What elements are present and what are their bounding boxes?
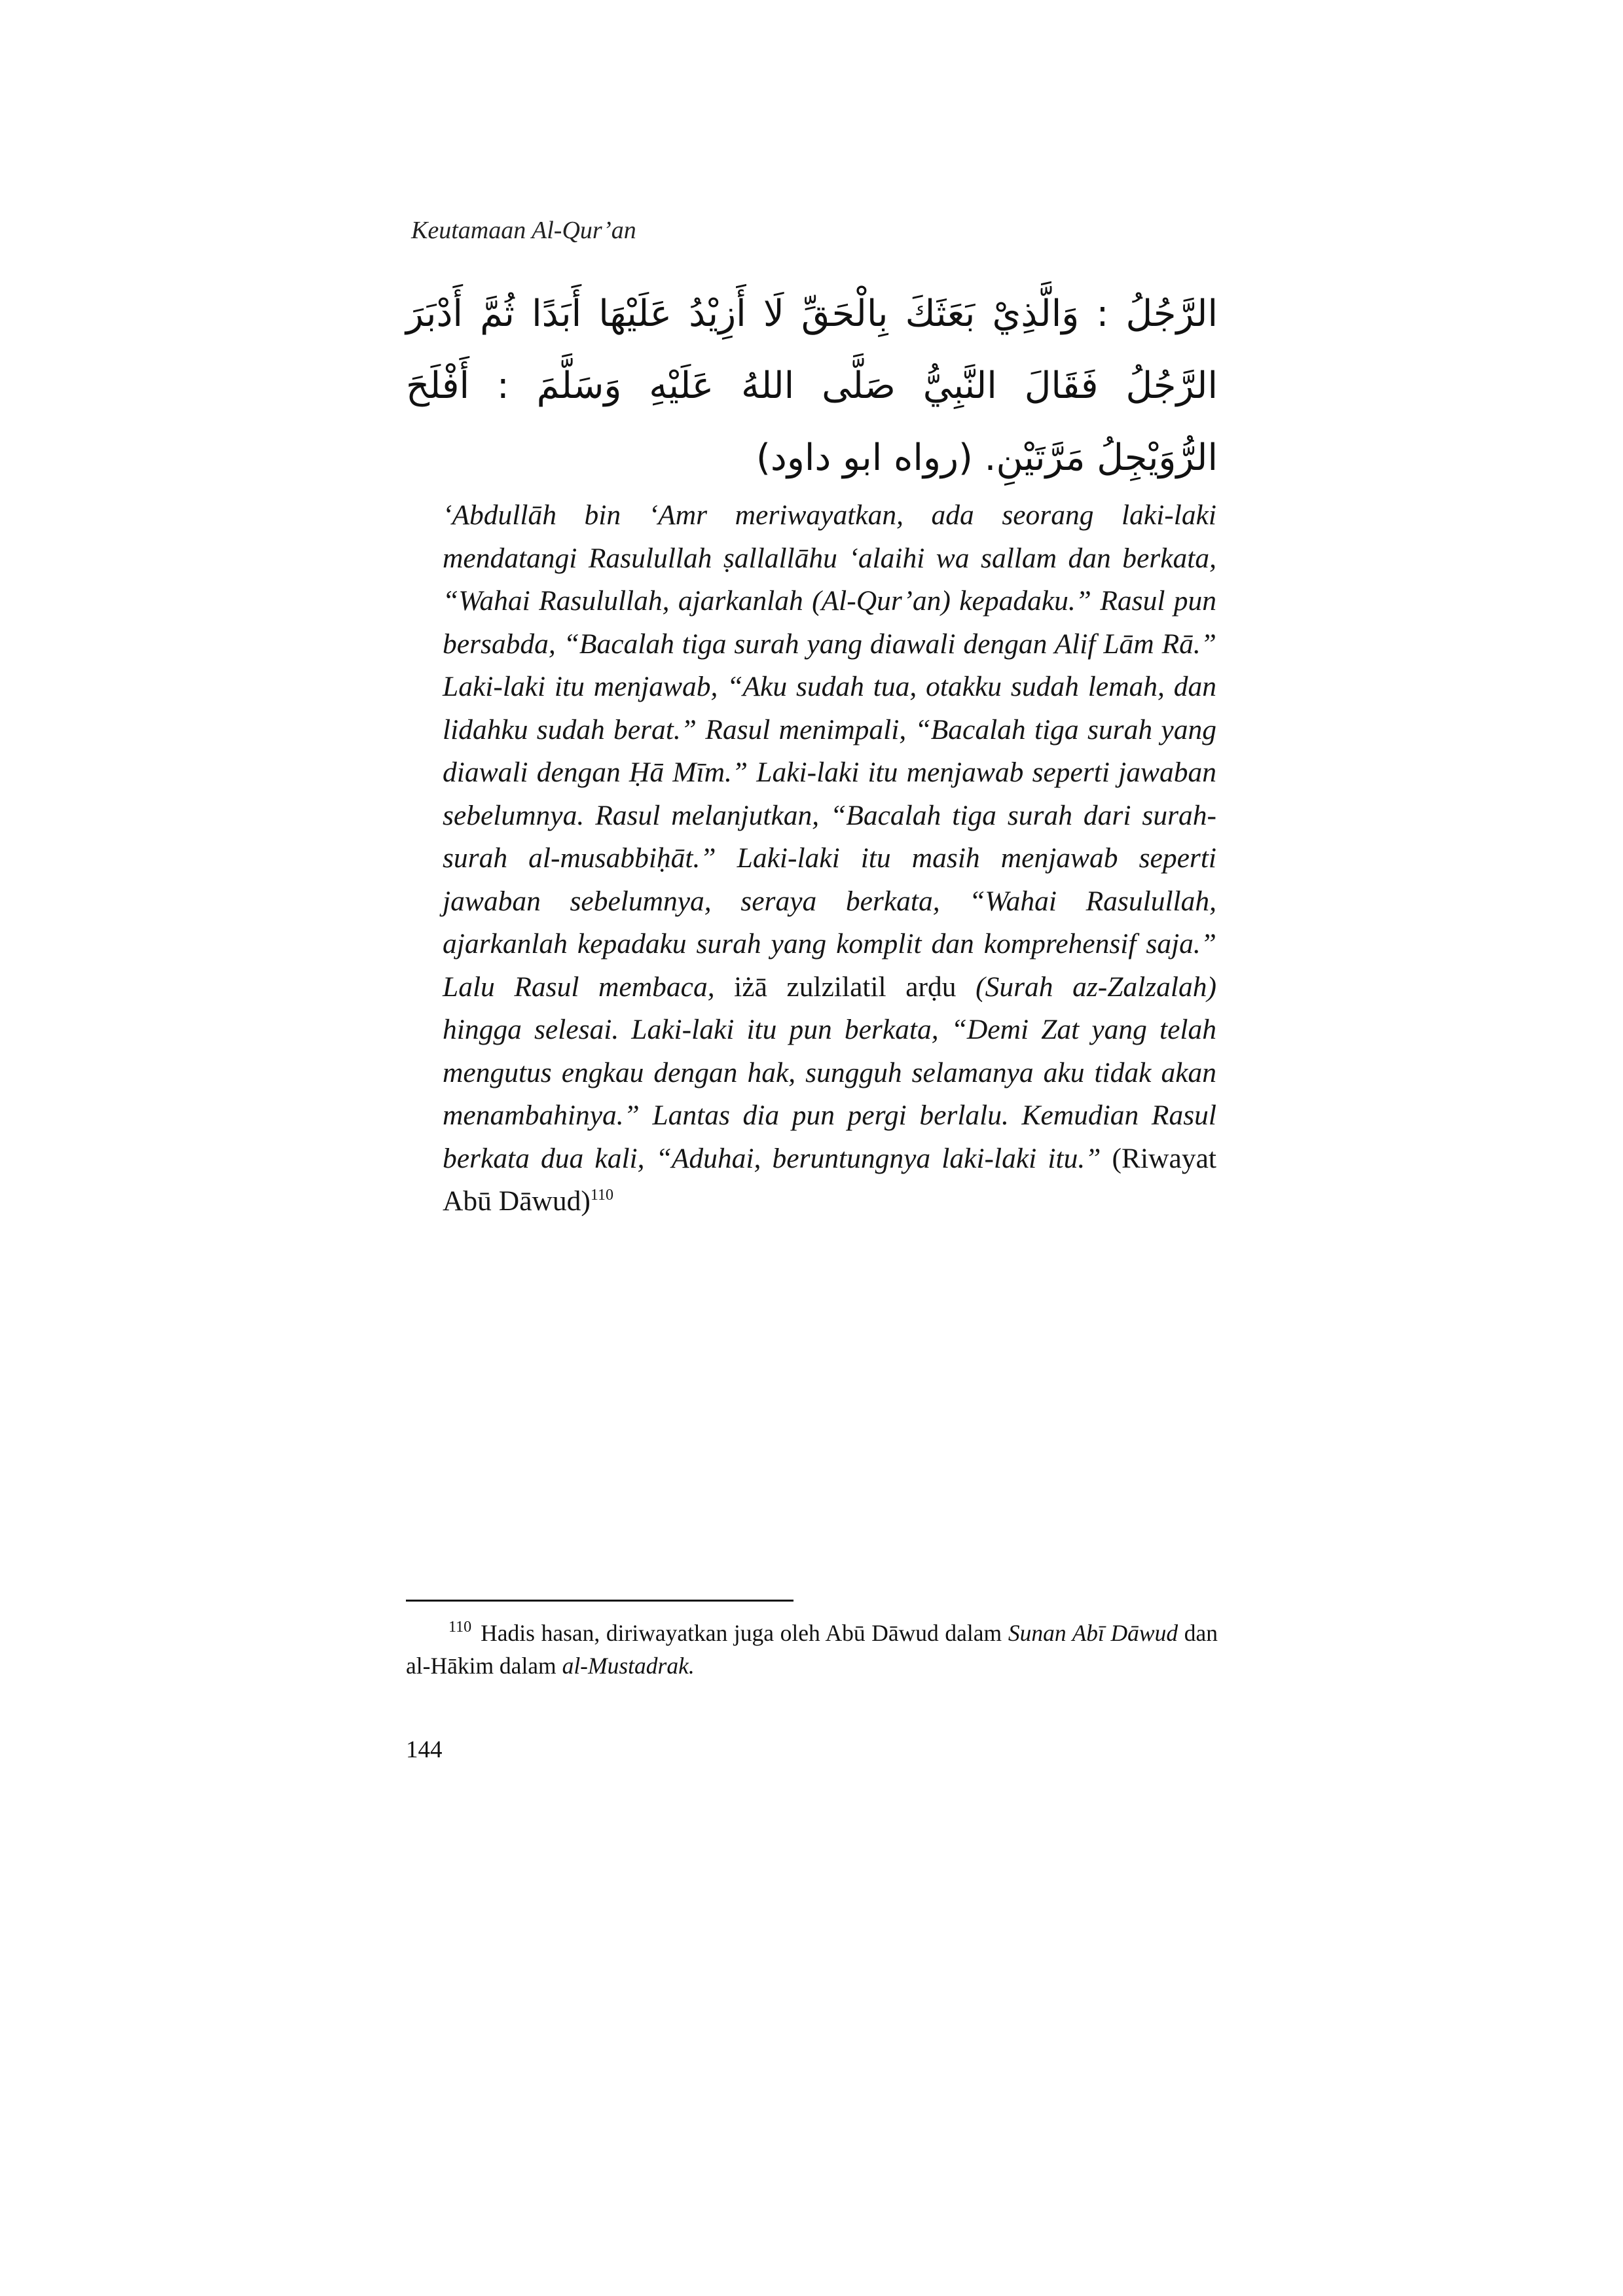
footnote-text-middle: dan al-Hākim dalam <box>406 1620 1218 1679</box>
footnote <box>406 1617 1218 1682</box>
translation-citation: (Riwayat Abū Dāwud) <box>443 1142 1216 1217</box>
footnote-number: 110 <box>448 1619 472 1636</box>
footnote-text-before: Hadis hasan, diriwayatkan juga oleh Abū Dāwud dalam <box>481 1620 1002 1646</box>
footnote-source-2: al-Mustadrak. <box>562 1653 695 1679</box>
arabic-hadith-text: الرَّجُلُ : وَالَّذِيْ بَعَثَكَ بِالْحَقِّ لَا أَزِيْدُ عَلَيْهَا أَبَدًا ثُمَّ أَدْبَرَ الرَّجُلُ فَقَالَ النَّبِيُّ صَلَّى اللهُ عَلَيْهِ وَسَلَّمَ : أَفْلَحَ الرُّوَيْجِلُ مَرَّتَيْنِ. (رواه ابو داود) <box>406 293 1218 479</box>
translation-text-part2: (Surah az-Zalzalah) hingga selesai. Laki-laki itu pun berkata, “Demi Zat yang telah mengutus engkau dengan hak, sungguh selamanya aku tidak akan menambahinya.” Lantas dia pun pergi berlalu. Kemudian Rasul berkata dua kali, “Aduhai, beruntungnya laki-laki itu.” <box>443 971 1217 1174</box>
page-number: 144 <box>406 1736 443 1763</box>
hadith-translation <box>443 494 1216 1223</box>
footnote-divider <box>406 1600 793 1602</box>
footnote-source-1: Sunan Abī Dāwud <box>1008 1620 1178 1646</box>
footnote-reference[interactable]: 110 <box>590 1187 614 1204</box>
running-header: Keutamaan Al-Qur’an <box>411 217 636 244</box>
translation-transliteration: iżā zulzilatil arḍu <box>734 971 957 1003</box>
translation-text-part1: ‘Abdullāh bin ‘Amr meriwayatkan, ada seorang laki-laki mendatangi Rasulullah ṣallallāhu ‘alaihi wa sallam dan berkata, “Wahai Rasulullah, ajarkanlah (Al-Qur’an) kepadaku.” Rasul pun bersabda, “Bacalah tiga surah yang diawali dengan Alif Lām Rā.” Laki-laki itu menjawab, “Aku sudah tua, otakku sudah lemah, dan lidahku sudah berat.” Rasul menimpali, “Bacalah tiga surah yang diawali dengan Ḥā Mīm.” Laki-laki itu menjawab seperti jawaban sebelumnya. Rasul melanjutkan, “Bacalah tiga surah dari surah-surah al-musabbiḥāt.” Laki-laki itu masih menjawab seperti jawaban sebelumnya, seraya berkata, “Wahai Rasulullah, ajarkanlah kepadaku surah yang komplit dan komprehensif saja.” Lalu Rasul membaca, <box>443 499 1216 1003</box>
